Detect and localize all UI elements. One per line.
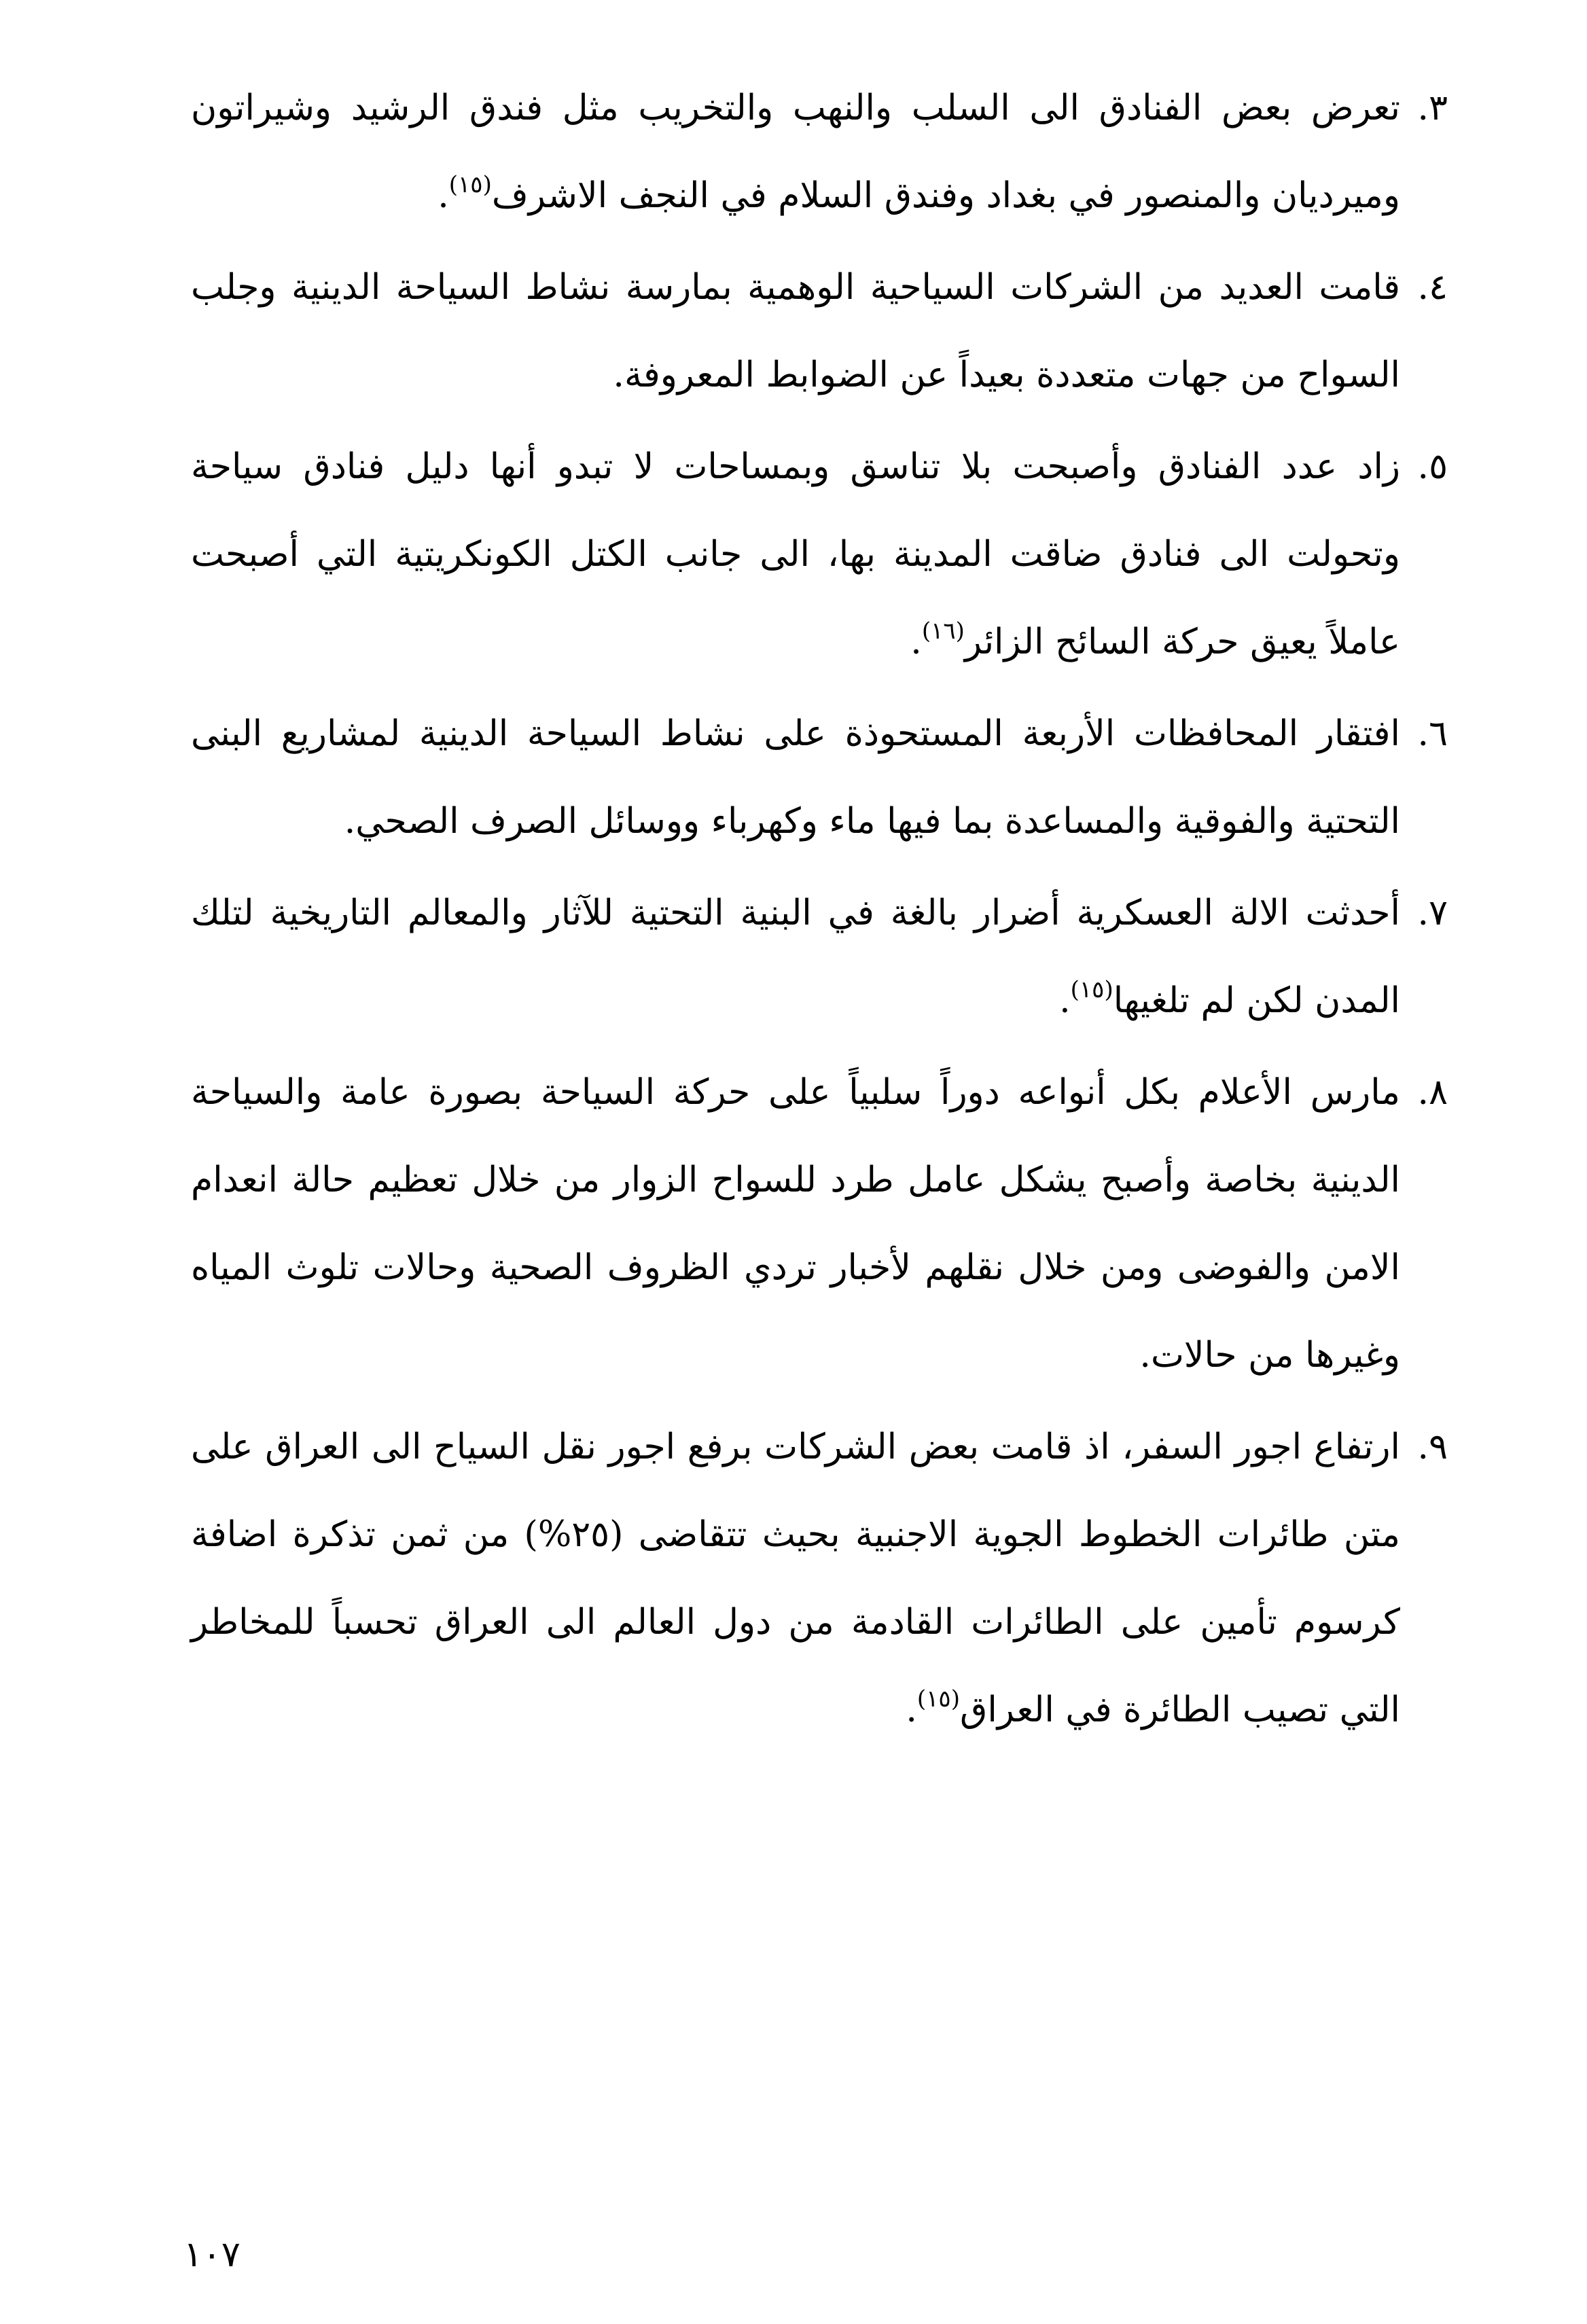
item-number: ٣.: [1417, 88, 1448, 128]
list-item: [191, 244, 1448, 419]
list-item: [191, 690, 1448, 865]
item-text: [191, 244, 1400, 419]
item-text: [191, 1049, 1400, 1399]
item-number: ٥.: [1417, 446, 1448, 487]
item-number: ٨.: [1417, 1072, 1448, 1113]
list-item: [191, 870, 1448, 1045]
item-end-punctuation: .: [438, 175, 449, 216]
item-text: [191, 1404, 1400, 1754]
list-item: [191, 65, 1448, 240]
item-body: تعرض بعض الفنادق الى السلب والنهب والتخريب مثل فندق الرشيد وشيراتون وميرديان والمنصور في بغداد وفندق السلام في النجف الاشرف: [191, 88, 1400, 216]
item-body: مارس الأعلام بكل أنواعه دوراً سلبياً على حركة السياحة بصورة عامة والسياحة الدينية بخاصة وأصبح يشكل عامل طرد للسواح الزوار من خلال تعظيم حالة انعدام الامن والفوضى ومن خلال نقلهم لأخبار تردي الظروف الصحية وحالات تلوث المياه وغيرها من حالات.: [191, 1072, 1400, 1376]
item-number: ٦.: [1417, 713, 1448, 754]
item-end-punctuation: .: [1059, 980, 1071, 1021]
item-text: [191, 65, 1400, 240]
item-end-punctuation: .: [910, 622, 922, 662]
page-number: ١٠٧: [183, 2234, 240, 2275]
item-body: زاد عدد الفنادق وأصبحت بلا تناسق وبمساحات لا تبدو أنها دليل فنادق سياحة وتحولت الى فنادق ضاقت المدينة بها، الى جانب الكتل الكونكريتية التي أصبحت عاملاً يعيق حركة السائح الزائر: [191, 446, 1400, 662]
item-text: [191, 870, 1400, 1045]
item-text: [191, 423, 1400, 686]
footnote-reference: (١٦): [921, 618, 965, 645]
footnote-reference: (١٥): [1070, 976, 1113, 1003]
item-body: أحدثت الالة العسكرية أضرار بالغة في البنية التحتية للآثار والمعالم التاريخية لتلك المدن لكن لم تلغيها: [191, 893, 1400, 1021]
item-number: ٤.: [1417, 267, 1448, 308]
item-body: قامت العديد من الشركات السياحية الوهمية بمارسة نشاط السياحة الدينية وجلب السواح من جهات متعددة بعيداً عن الضوابط المعروفة.: [191, 267, 1400, 395]
item-body: افتقار المحافظات الأربعة المستحوذة على نشاط السياحة الدينية لمشاريع البنى التحتية والفوقية والمساعدة بما فيها ماء وكهرباء ووسائل الصرف الصحي.: [191, 713, 1400, 842]
item-number: ٧.: [1417, 893, 1448, 933]
item-text: [191, 690, 1400, 865]
list-item: [191, 423, 1448, 686]
problems-list: [191, 65, 1448, 1754]
list-item: [191, 1404, 1448, 1754]
footnote-reference: (١٥): [916, 1685, 960, 1713]
item-body: ارتفاع اجور السفر، اذ قامت بعض الشركات برفع اجور نقل السياح الى العراق على متن طائرات الخطوط الجوية الاجنبية بحيث تتقاضى (٢٥%) من ثمن تذكرة اضافة كرسوم تأمين على الطائرات القادمة من دول العالم الى العراق تحسباً للمخاطر التي تصيب الطائرة في العراق: [191, 1427, 1400, 1730]
footnote-reference: (١٥): [448, 171, 492, 198]
list-item: [191, 1049, 1448, 1399]
item-end-punctuation: .: [906, 1690, 917, 1730]
item-number: ٩.: [1417, 1427, 1448, 1467]
